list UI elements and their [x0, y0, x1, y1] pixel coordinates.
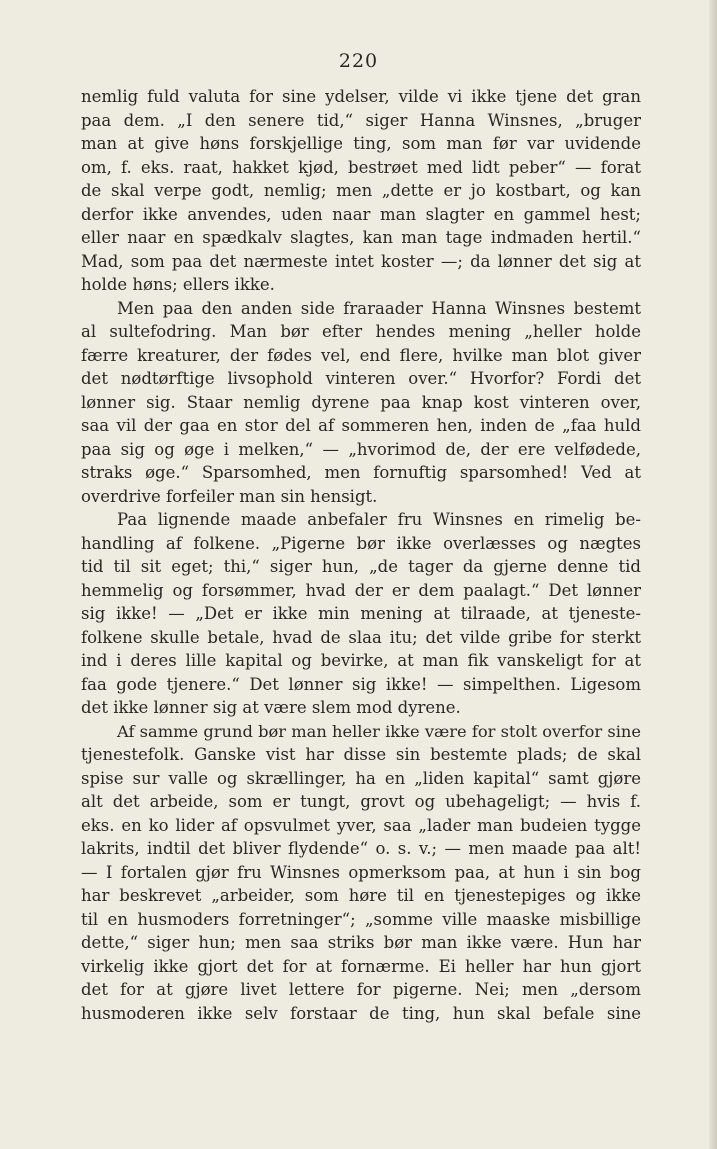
- text-line: færre kreaturer, der fødes vel, end flere, hvilke man blot giver: [81, 345, 641, 365]
- text-line: om, f. eks. raat, hakket kjød, bestrøet med lidt peber“ — forat: [81, 157, 641, 177]
- text-line: paa sig og øge i melken,“ — „hvorimod de, der ere velfødede,: [81, 439, 641, 459]
- page-number: 220: [338, 50, 379, 72]
- text-line: paa dem. „I den senere tid,“ siger Hanna Winsnes, „bruger: [81, 110, 641, 130]
- text-line: det for at gjøre livet lettere for pigerne. Nei; men „dersom: [81, 980, 641, 999]
- text-line: Mad, som paa det nærmeste intet koster —; da lønner det sig at: [81, 251, 641, 271]
- text-line: lønner sig. Staar nemlig dyrene paa knap kost vinteren over,: [81, 392, 641, 412]
- text-line: Men paa den anden side fraraader Hanna Winsnes bestemt: [117, 298, 641, 318]
- text-line: lakrits, indtil det bliver flydende“ o. s. v.; — men maade paa alt!: [81, 839, 641, 858]
- text-line: Paa lignende maade anbefaler fru Winsnes en rimelig be-: [117, 510, 641, 529]
- text-line: det nødtørftige livsophold vinteren over.“ Hvorfor? Fordi det: [81, 369, 641, 388]
- text-line: — I fortalen gjør fru Winsnes opmerksom paa, at hun i sin bog: [81, 862, 641, 882]
- text-line: man at give høns forskjellige ting, som man før var uvidende: [81, 134, 641, 153]
- text-line: overdrive forfeiler man sin hensigt.: [81, 486, 378, 506]
- text-line: folkene skulle betale, hvad de slaa itu; det vilde gribe for sterkt: [81, 627, 641, 647]
- text-line: tjenestefolk. Ganske vist har disse sin bestemte plads; de skal: [81, 745, 641, 764]
- page-edge-shadow: [709, 0, 717, 1149]
- text-line: tid til sit eget; thi,“ siger hun, „de tager da gjerne denne tid: [81, 557, 641, 576]
- text-line: virkelig ikke gjort det for at fornærme. Ei heller har hun gjort: [81, 956, 641, 976]
- body-text: [81, 85, 641, 1025]
- text-line: faa gode tjenere.“ Det lønner sig ikke! — simpelthen. Ligesom: [81, 674, 641, 694]
- text-line: straks øge.“ Sparsomhed, men fornuftig sparsomhed! Ved at: [81, 463, 641, 482]
- text-line: husmoderen ikke selv forstaar de ting, hun skal befale sine: [81, 1003, 641, 1023]
- text-line: nemlig fuld valuta for sine ydelser, vilde vi ikke tjene det gran: [81, 87, 641, 106]
- text-line: derfor ikke anvendes, uden naar man slagter en gammel hest;: [81, 204, 641, 224]
- text-line: hemmelig og forsømmer, hvad der er dem paalagt.“ Det lønner: [81, 580, 641, 600]
- text-line: eller naar en spædkalv slagtes, kan man tage indmaden hertil.“: [81, 228, 641, 247]
- text-line: har beskrevet „arbeider, som høre til en tjenestepiges og ikke: [81, 886, 641, 905]
- text-line: de skal verpe godt, nemlig; men „dette er jo kostbart, og kan: [81, 181, 641, 200]
- text-line: dette,“ siger hun; men saa striks bør man ikke være. Hun har: [81, 933, 641, 952]
- text-line: alt det arbeide, som er tungt, grovt og ubehageligt; — hvis f.: [81, 792, 641, 811]
- text-line: til en husmoders forretninger“; „somme ville maaske misbillige: [81, 909, 641, 929]
- text-line: saa vil der gaa en stor del af sommeren hen, inden de „faa huld: [81, 416, 641, 435]
- text-line: sig ikke! — „Det er ikke min mening at tilraade, at tjeneste-: [81, 604, 641, 623]
- text-line: ind i deres lille kapital og bevirke, at man fik vanskeligt for at: [81, 651, 641, 670]
- text-line: det ikke lønner sig at være slem mod dyrene.: [81, 698, 461, 717]
- text-line: Af samme grund bør man heller ikke være for stolt overfor sine: [117, 721, 641, 741]
- text-line: al sultefodring. Man bør efter hendes mening „heller holde: [81, 322, 641, 341]
- text-line: eks. en ko lider af opsvulmet yver, saa „lader man budeien tygge: [81, 815, 641, 835]
- text-line: holde høns; ellers ikke.: [81, 275, 275, 294]
- text-line: spise sur valle og skrællinger, ha en „liden kapital“ samt gjøre: [81, 768, 641, 788]
- text-line: handling af folkene. „Pigerne bør ikke overlæsses og nægtes: [81, 533, 641, 553]
